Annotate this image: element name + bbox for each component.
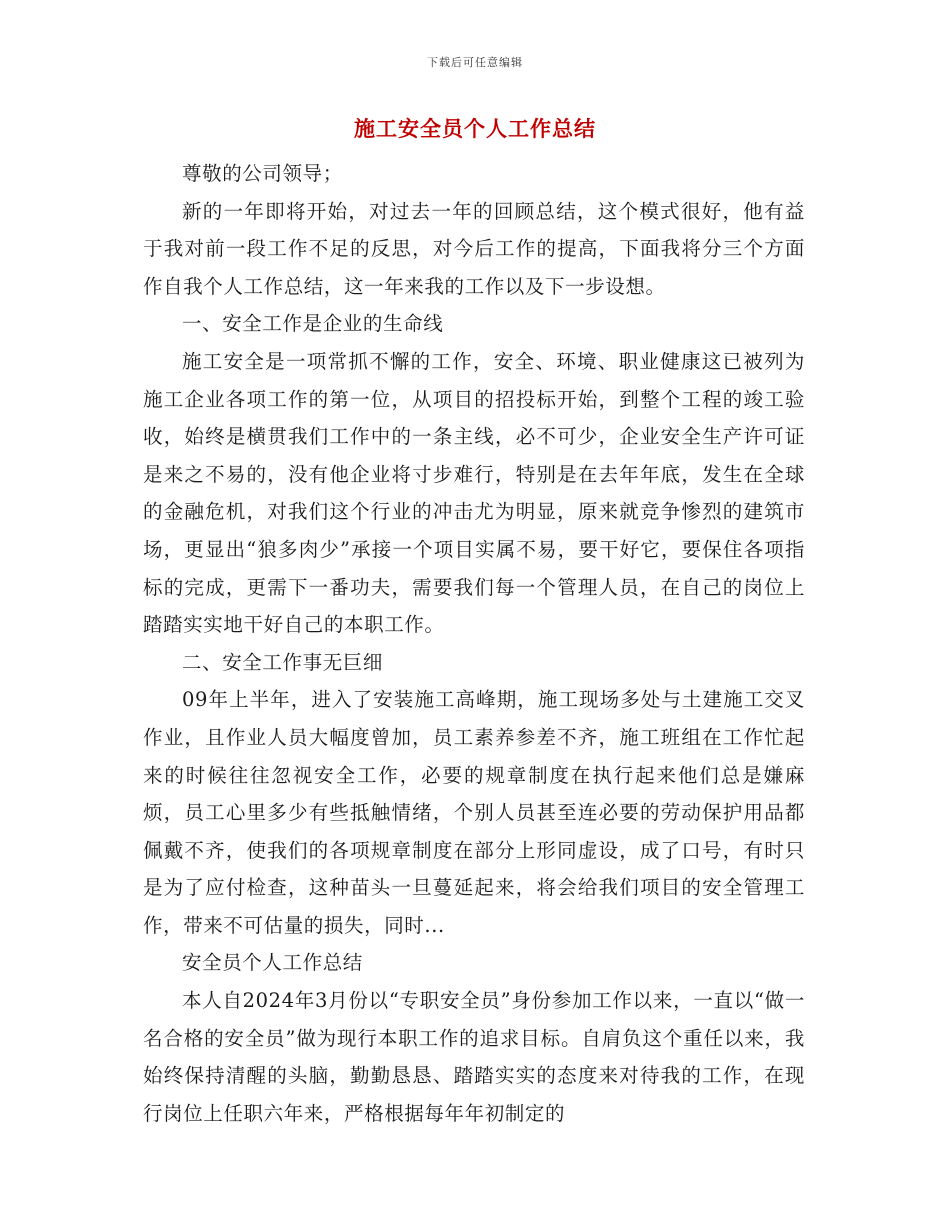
document-title: 施工安全员个人工作总结 (354, 116, 596, 141)
body-paragraph: 施工安全是一项常抓不懈的工作，安全、环境、职业健康这已被列为施工企业各项工作的第一位，从项目的招投标开始，到整个工程的竣工验收，始终是横贯我们工作中的一条主线，必不可少，企业安全生产许可证是来之不易的，没有他企业将寸步难行，特别是在去年年底，发生在全球的金融危机，对我们这个行业的冲击尤为明显，原来就竞争惨烈的建筑市场，更显出“狼多肉少”承接一个项目实属不易，要干好它，要保住各项指标的完成，更需下一番功夫，需要我们每一个管理人员，在自己的岗位上踏踏实实地干好自己的本职工作。 (143, 349, 805, 637)
salutation-paragraph: 尊敬的公司领导； (182, 162, 343, 185)
body-paragraph: 09年上半年，进入了安装施工高峰期，施工现场多处与土建施工交叉作业，且作业人员大幅度曾加，员工素养参差不齐，施工班组在工作忙起来的时候往往忽视安全工作，必要的规章制度在执行起来他们总是嫌麻烦，员工心里多少有些抵触情绪，个别人员甚至连必要的劳动保护用品都佩戴不齐，使我们的各项规章制度在部分上形同虚设，成了口号，有时只是为了应付检查，这种苗头一旦蔓延起来，将会给我们项目的安全管理工作，带来不可估量的损失，同时... (143, 688, 805, 937)
document-body (143, 155, 805, 1132)
subtitle-paragraph: 安全员个人工作总结 (182, 951, 363, 975)
body-paragraph: 本人自2024年3月份以“专职安全员”身份参加工作以来，一直以“做一名合格的安全员”做为现行本职工作的追求目标。自肩负这个重任以来，我始终保持清醒的头脑，勤勤恳恳、踏踏实实的态度来对待我的工作，在现行岗位上任职六年来，严格根据每年年初制定的 (143, 989, 805, 1125)
section-heading-1: 一、安全工作是企业的生命线 (182, 312, 444, 336)
intro-paragraph: 新的一年即将开始，对过去一年的回顾总结，这个模式很好，他有益于我对前一段工作不足的反思，对今后工作的提高，下面我将分三个方面作自我个人工作总结，这一年来我的工作以及下一步设想。 (143, 199, 805, 298)
section-heading-2: 二、安全工作事无巨细 (182, 650, 384, 674)
header-note: 下载后可任意编辑 (427, 56, 523, 69)
